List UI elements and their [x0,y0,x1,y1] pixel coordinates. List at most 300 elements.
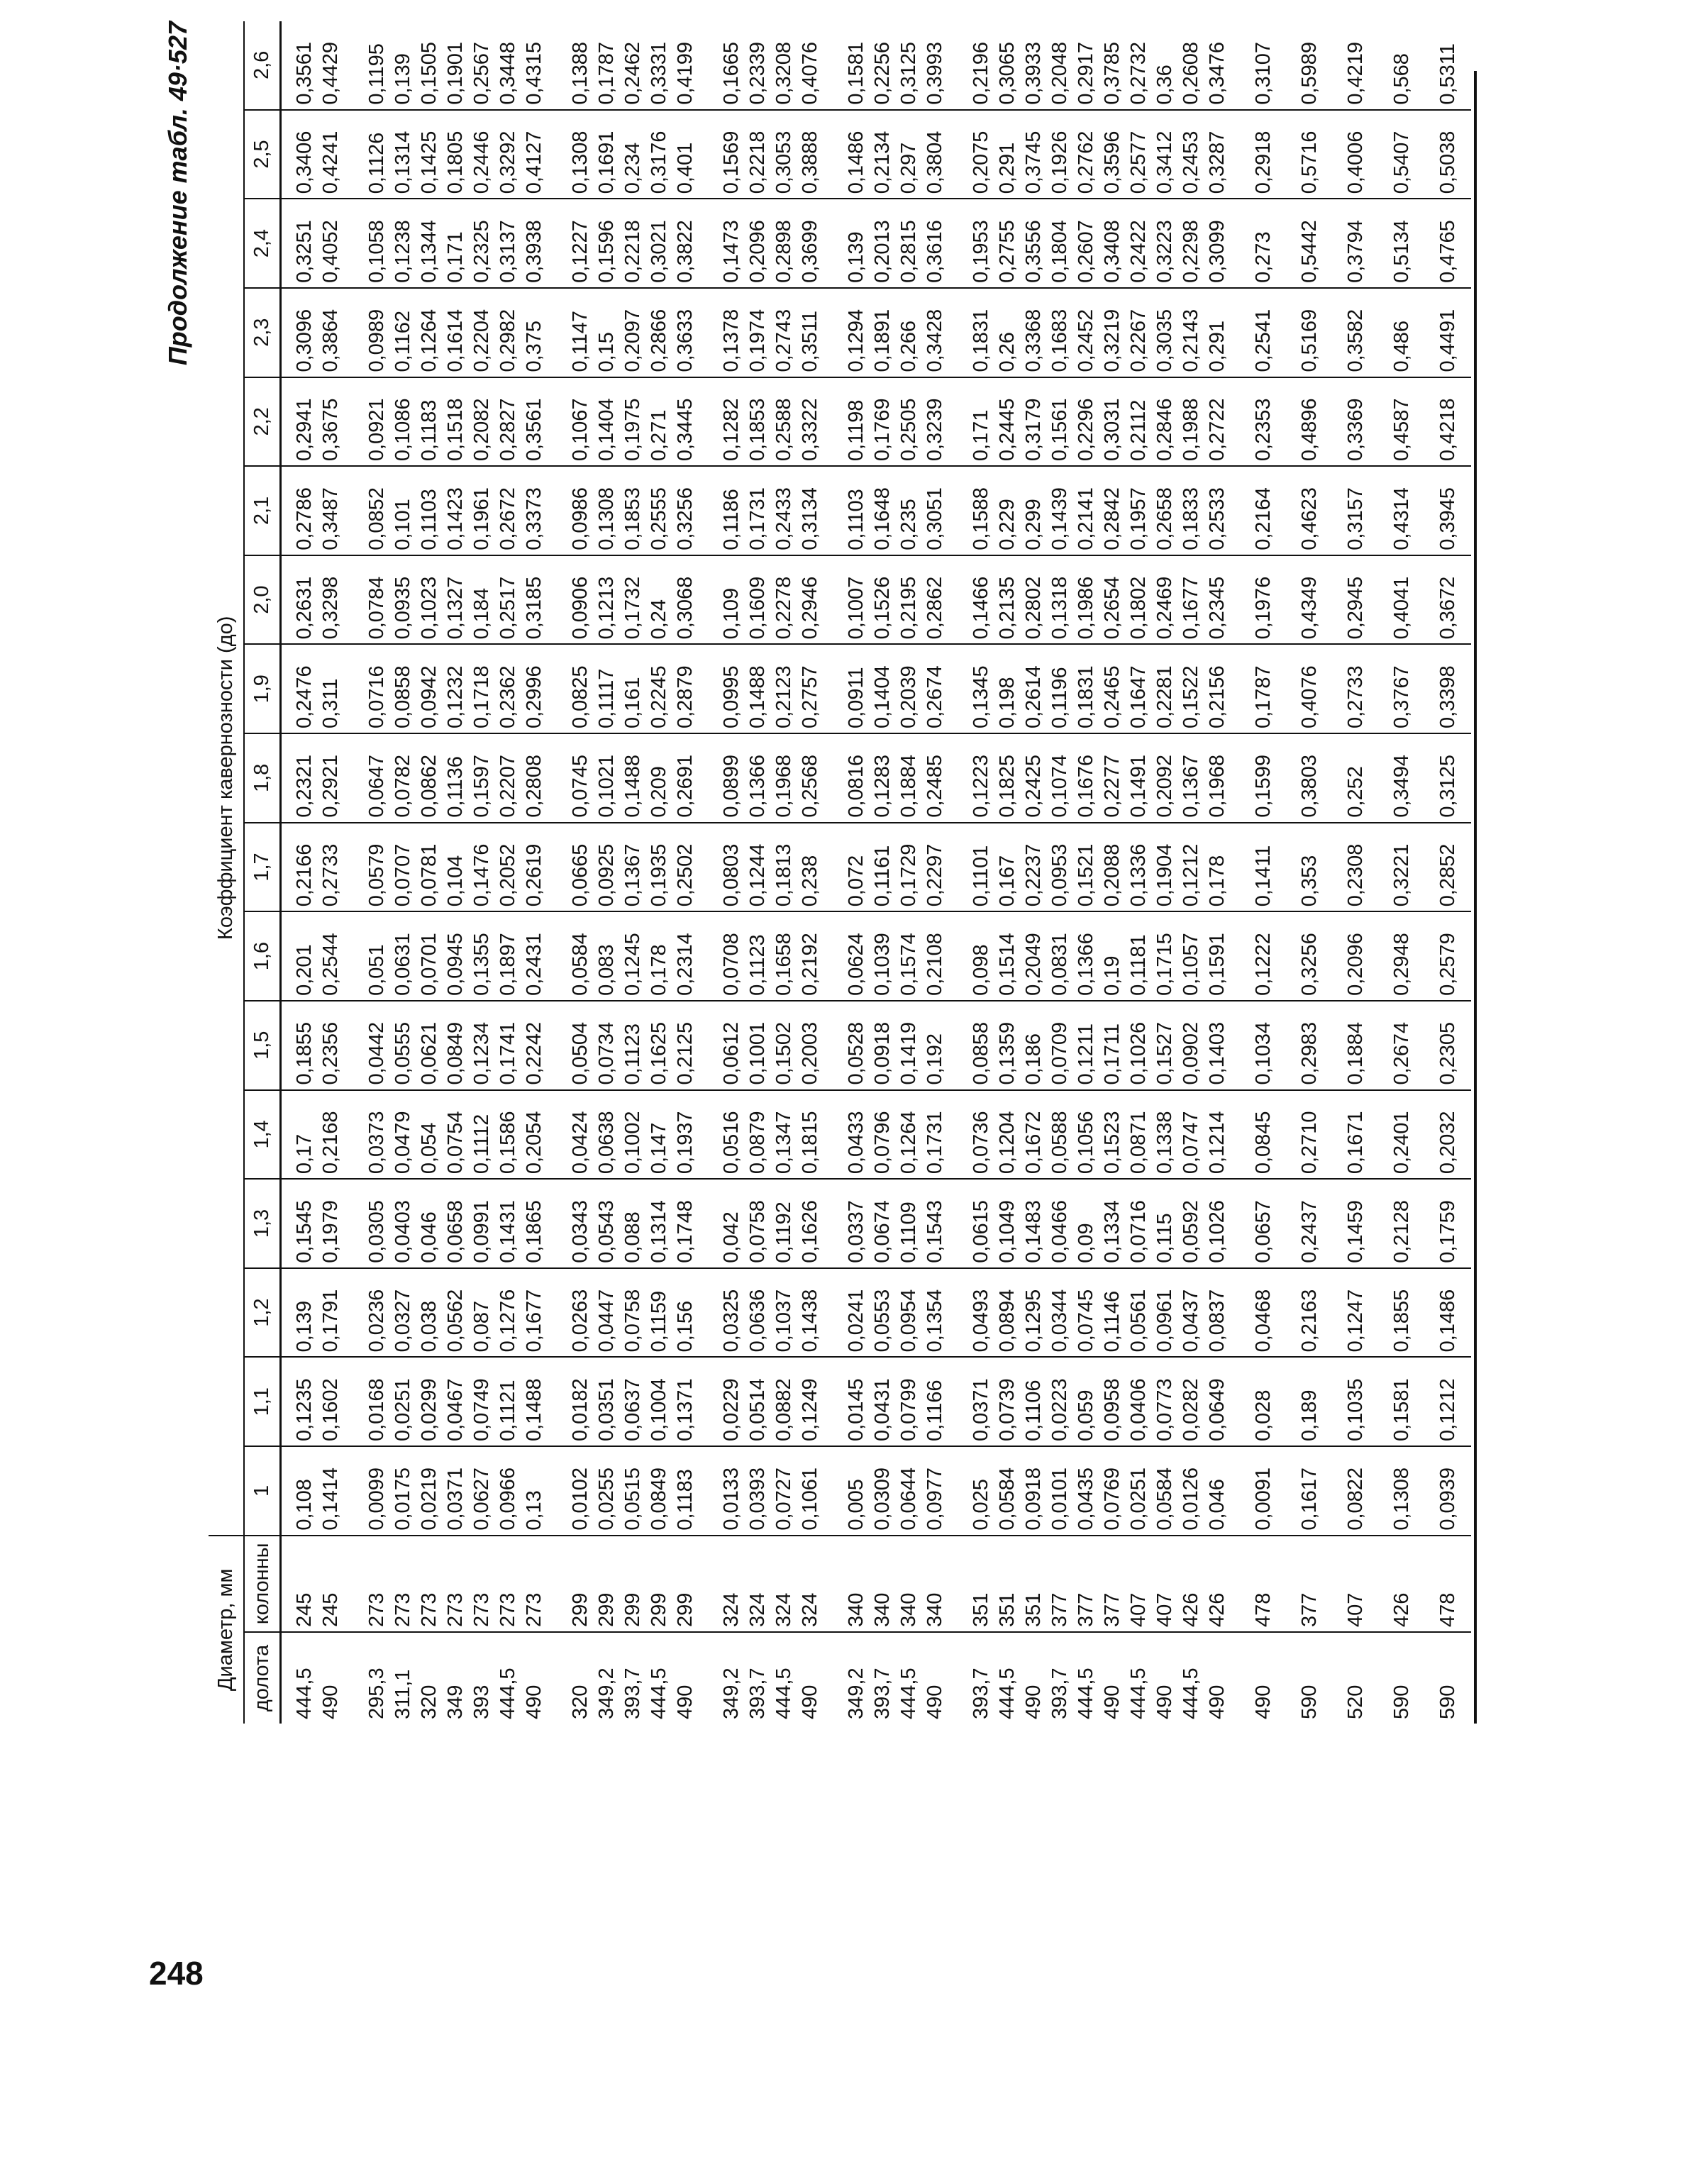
coef-value-cell [709,911,833,1001]
coef-value-cell [354,1090,558,1180]
cell-line: 0,171 [970,409,992,462]
cell-line: 0,2325 [470,220,493,283]
cell-line: 0,1625 [648,1021,670,1085]
cell-line: 0,2345 [1206,576,1229,640]
cell-line: 0,353 [1298,855,1321,907]
cell-line: 0,4127 [523,131,545,194]
cell-line: 0,0099 [365,1467,388,1531]
cell-line: 444,5 [897,1668,920,1719]
cell-line: 0,1683 [1048,309,1071,372]
cell-line: 0,1488 [621,754,644,818]
cell-line: 0,2757 [799,665,821,729]
cell-line: 0,5169 [1298,309,1321,372]
cell-line: 0,0145 [845,1378,867,1442]
cell-line: 0,2296 [1075,398,1097,462]
cell-line: 0,1126 [365,132,388,194]
cell-line: 0,1599 [1252,754,1275,818]
cell-line: 0,0543 [595,1200,618,1263]
cell-line: 0,1404 [871,665,894,729]
cell-line: 0,0921 [365,398,388,462]
cell-line: 0,046 [1206,1479,1229,1531]
cell-line: 0,291 [1206,320,1229,372]
cell-line: 0,1213 [595,576,618,640]
cell-line: 0,2143 [1180,309,1202,372]
coef-value-cell [1425,644,1471,733]
coef-value-cell [1333,1446,1379,1536]
coef-value-cell [1425,110,1471,199]
coef-value-cell [1425,911,1471,1001]
cell-line: 0,3888 [799,131,821,194]
cell-line: 0,0918 [871,1021,894,1085]
cell-line: 0,1596 [595,220,618,283]
cell-line: 0,2619 [523,843,545,907]
table-row [1379,21,1425,1724]
cell-line: 0,13 [523,1490,545,1531]
casing-diameter-cell [354,1536,558,1632]
cell-line: 0,2075 [970,131,992,194]
cell-line: 520 [1344,1685,1367,1719]
cell-line: 0,0343 [569,1200,592,1263]
cell-line: 0,1518 [444,398,467,462]
cell-line: 299 [674,1592,697,1628]
cell-line: 0,1212 [1180,843,1202,907]
cell-line: 0,3031 [1101,398,1124,462]
cell-line: 0,083 [595,944,618,996]
bit-diameter-cell [1333,1632,1379,1724]
cell-line: 0,2631 [293,576,316,640]
cell-line: 0,1805 [444,131,467,194]
cell-line: 0,0562 [444,1289,467,1353]
cell-line: 0,0902 [1180,1021,1202,1085]
cell-line: 0,0966 [497,1467,519,1531]
coef-value-cell [958,1001,1241,1090]
coef-column-header: 1,1 [244,1357,281,1446]
row-group [1287,21,1333,1724]
cell-line: 0,3368 [1022,309,1045,372]
cell-line: 0,4623 [1298,487,1321,550]
cell-line: 377 [1298,1592,1321,1628]
coef-value-cell [1333,823,1379,912]
cell-line: 0,2654 [1101,576,1124,640]
cell-line: 0,1423 [444,487,467,550]
cell-line: 0,1366 [1075,933,1097,996]
cell-line: 0,2192 [799,933,821,996]
cell-line: 0,1935 [648,843,670,907]
cell-line: 0,0658 [444,1200,467,1263]
cell-line: 0,156 [674,1300,697,1353]
cell-line: 0,2353 [1252,398,1275,462]
coef-value-cell [958,823,1241,912]
cell-line: 0,1103 [418,489,440,550]
cell-line: 0,0734 [595,1021,618,1085]
coef-value-cell [833,555,958,645]
cell-line: 0,109 [720,587,743,640]
cell-line: 377 [1075,1592,1097,1628]
cell-line: 0,186 [1022,1033,1045,1085]
cell-line: 0,1759 [1436,1200,1459,1263]
coef-value-cell [1287,21,1333,110]
cell-line: 0,252 [1344,766,1367,818]
cell-line: 0,1112 [470,1114,493,1175]
cell-line: 0,0942 [418,665,440,729]
cell-line: 0,0514 [746,1378,769,1442]
cell-line: 0,1166 [924,1380,946,1442]
coef-value-cell [833,1357,958,1446]
coef-value-cell [709,288,833,377]
cell-line: 295,3 [365,1668,388,1719]
coef-value-cell [281,823,355,912]
cell-line: 0,3208 [772,41,795,105]
cell-line: 0,0796 [871,1111,894,1175]
coef-value-cell [281,21,355,110]
cell-line: 0,271 [648,409,670,462]
cell-line: 0,1904 [1153,843,1176,907]
cell-line: 0,0727 [772,1467,795,1531]
cell-line: 0,0584 [996,1467,1019,1531]
cell-line: 0,1486 [845,131,867,194]
cell-line: 0,0644 [897,1467,920,1531]
cell-line: 0,2733 [1344,665,1367,729]
cell-line: 0,0467 [444,1378,467,1442]
cell-line: 0,2242 [523,1021,545,1085]
cell-line: 0,108 [293,1479,316,1531]
coef-value-cell [833,1268,958,1358]
coef-value-cell [958,1090,1241,1180]
coef-value-cell [1241,110,1287,199]
coef-value-cell [1287,377,1333,467]
coef-value-cell [833,466,958,555]
cell-line: 0,2314 [674,933,697,996]
cell-line: 0,0337 [845,1200,867,1263]
coef-value-cell [1287,823,1333,912]
cell-line: 0,1222 [1252,933,1275,996]
table-row [833,21,958,1724]
cell-line: 0,2691 [674,754,697,818]
cell-line: 0,0708 [720,933,743,996]
cell-line: 0,1021 [595,754,618,818]
cell-line: 0,3794 [1344,220,1367,283]
cell-line: 0,1483 [1022,1200,1045,1263]
cell-line: 0,2134 [871,131,894,194]
coef-value-cell [354,1268,558,1358]
coef-value-cell [558,21,709,110]
cell-line: 0,1855 [293,1021,316,1085]
cell-line: 0,0657 [1252,1200,1275,1263]
cell-line: 0,2003 [799,1021,821,1085]
cell-line: 273 [444,1592,467,1628]
cell-line: 0,3298 [319,576,342,640]
cell-line: 0,0584 [569,933,592,996]
cell-line: 0,1731 [924,1111,946,1175]
cell-line: 0,1212 [1436,1378,1459,1442]
cell-line: 0,4491 [1436,309,1459,372]
cell-line: 0,4052 [319,220,342,283]
coef-value-cell [1379,911,1425,1001]
cell-line: 0,0636 [746,1289,769,1353]
cell-line: 0,0621 [418,1021,440,1085]
cell-line: 0,2946 [799,576,821,640]
cell-line: 0,2948 [1390,933,1413,996]
coef-value-cell [1287,644,1333,733]
cell-line: 0,0561 [1127,1289,1150,1353]
casing-diameter-cell [281,1536,355,1632]
coef-value-cell [1379,1268,1425,1358]
coef-value-cell [1379,555,1425,645]
cell-line: 0,4041 [1390,576,1413,640]
coef-value-cell [833,110,958,199]
cell-line: 0,0351 [595,1378,618,1442]
cell-line: 0,1058 [365,220,388,283]
coef-value-cell [958,1179,1241,1268]
coef-value-cell [1333,199,1379,288]
coef-column-header: 2,6 [244,21,281,110]
cell-line: 245 [293,1592,316,1628]
cell-line: 0,2762 [1075,131,1097,194]
cell-line: 0,3511 [799,311,821,372]
cell-line: 0,1367 [1180,754,1202,818]
cell-line: 0,1968 [1206,754,1229,818]
cell-line: 0,1588 [970,487,992,550]
cell-line: 0,2579 [1436,933,1459,996]
cell-line: 490 [674,1685,697,1719]
cell-line: 0,1057 [1180,933,1202,996]
coef-value-cell [558,199,709,288]
cell-line: 0,1791 [319,1289,342,1353]
coef-value-cell [1425,733,1471,823]
cell-line: 0,0918 [1022,1467,1045,1531]
cell-line: 478 [1252,1592,1275,1628]
cell-line: 0,1526 [871,576,894,640]
cell-line: 0,4241 [319,131,342,194]
cell-line: 0,3864 [319,309,342,372]
cell-line: 0,0858 [392,665,414,729]
cell-line: 0,1004 [648,1378,670,1442]
cell-line: 0,3035 [1153,309,1176,372]
cell-line: 0,3221 [1390,843,1413,907]
cell-line: 0,2218 [746,131,769,194]
cell-line: 0,2088 [1101,843,1124,907]
coef-value-cell [281,377,355,467]
cell-line: 324 [772,1592,795,1628]
cell-line: 0,2786 [293,487,316,550]
cell-line: 0,0327 [392,1289,414,1353]
cell-line: 0,1597 [470,754,493,818]
cell-line: 0,5716 [1298,131,1321,194]
coef-column-header: 1 [244,1446,281,1536]
cell-line: 0,1691 [595,131,618,194]
casing-diameter-cell [1241,1536,1287,1632]
cell-line: 351 [970,1592,992,1628]
cell-line: 0,0674 [871,1200,894,1263]
cell-line: 0,1192 [772,1202,795,1263]
cell-line: 0,3125 [1436,754,1459,818]
cell-line: 0,0373 [365,1111,388,1175]
cell-line: 0,1957 [1127,487,1150,550]
coef-value-cell [958,288,1241,377]
cell-line: 0,088 [621,1211,644,1263]
cell-line: 0,0515 [621,1467,644,1531]
coef-value-cell [354,199,558,288]
cell-line: 0,0716 [1127,1200,1150,1263]
cell-line: 0,3945 [1436,487,1459,550]
cell-line: 426 [1180,1592,1202,1628]
cell-line: 0,0219 [418,1467,440,1531]
cell-line: 0,1117 [595,668,618,729]
cell-line: 0,1648 [871,487,894,550]
cell-line: 0,3021 [648,220,670,283]
cell-line: 0,051 [365,944,388,996]
cell-line: 0,0858 [970,1021,992,1085]
coef-value-cell [1241,377,1287,467]
coef-column-header: 1,3 [244,1179,281,1268]
cell-line: 0,1367 [621,843,644,907]
cell-line: 0,3068 [674,576,697,640]
cell-line: 0,189 [1298,1389,1321,1442]
coef-value-cell [833,733,958,823]
coef-value-cell [833,21,958,110]
coef-column-header: 2,4 [244,199,281,288]
cell-line: 0,0433 [845,1111,867,1175]
cell-line: 0,1813 [772,843,795,907]
cell-line: 0,3675 [319,398,342,462]
cell-line: 0,2156 [1206,665,1229,729]
bit-diameter-cell [709,1632,833,1724]
coef-value-cell [1287,1090,1333,1180]
coef-value-cell [958,555,1241,645]
cell-line: 0,1617 [1298,1467,1321,1531]
cell-line: 0,0882 [772,1378,795,1442]
cell-line: 0,2446 [470,131,493,194]
coef-value-cell [281,110,355,199]
coef-value-cell [281,911,355,1001]
coef-value-cell [958,911,1241,1001]
cell-line: 0,1034 [1252,1021,1275,1085]
cell-line: 0,1238 [392,220,414,283]
cell-line: 0,2321 [293,754,316,818]
cell-line: 0,5407 [1390,131,1413,194]
coef-value-cell [281,1268,355,1358]
cell-line: 0,2108 [924,933,946,996]
casing-diameter-cell [1425,1536,1471,1632]
cell-line: 0,1411 [1252,845,1275,907]
cell-line: 349,2 [720,1668,743,1719]
cell-line: 444,5 [648,1668,670,1719]
coef-value-cell [833,199,958,288]
cell-line: 0,3256 [674,487,697,550]
coef-column-header: 2,2 [244,377,281,467]
coef-value-cell [709,1179,833,1268]
coef-value-cell [1287,288,1333,377]
cell-line: 0,0954 [897,1289,920,1353]
coef-value-cell [1241,21,1287,110]
cell-line: 0,0309 [871,1467,894,1531]
cell-line: 0,4076 [799,41,821,105]
cell-line: 0,3373 [523,487,545,550]
cell-line: 0,2567 [470,41,493,105]
cell-line: 0,3256 [1298,933,1321,996]
cell-line: 0,2433 [772,487,795,550]
cell-line: 0,0615 [970,1200,992,1263]
cell-line: 490 [1022,1685,1045,1719]
cell-line: 0,104 [444,855,467,907]
coef-value-cell [1241,1001,1287,1090]
coef-value-cell [354,1446,558,1536]
cell-line: 0,1741 [497,1021,519,1085]
cell-line: 0,4896 [1298,398,1321,462]
coef-value-cell [1287,1179,1333,1268]
cell-line: 0,2125 [674,1021,697,1085]
cell-line: 0,0588 [1048,1111,1071,1175]
cell-line: 0,0126 [1180,1467,1202,1531]
cell-line: 0,1486 [1436,1289,1459,1353]
cell-line: 444,5 [497,1668,519,1719]
coef-column-header: 1,8 [244,733,281,823]
coef-value-cell [833,823,958,912]
coef-value-cell [1425,1179,1471,1268]
cell-line: 0,3596 [1101,131,1124,194]
cell-line: 0,1586 [497,1111,519,1175]
cell-line: 0,1318 [1048,576,1071,640]
cell-line: 0,1204 [996,1111,1019,1175]
cell-line: 0,2445 [996,398,1019,462]
cell-line: 0,1438 [799,1289,821,1353]
cell-line: 0,2808 [523,754,545,818]
cell-line: 0,1671 [1344,1111,1367,1175]
cell-line: 0,2983 [1298,1021,1321,1085]
cell-line: 0,1926 [1048,131,1071,194]
cell-line: 0,2921 [319,754,342,818]
cell-line: 273 [470,1592,493,1628]
cell-line: 0,2267 [1127,309,1150,372]
cell-line: 0,2743 [772,309,795,372]
cell-line: 0,1002 [621,1111,644,1175]
cell-line: 0,1308 [595,487,618,550]
cell-line: 0,234 [621,142,644,194]
cell-line: 0,2502 [674,843,697,907]
cell-line: 0,1244 [746,843,769,907]
cell-line: 0,0371 [444,1467,467,1531]
cell-line: 0,115 [1153,1213,1176,1263]
coef-value-cell [1287,199,1333,288]
coef-value-cell [958,644,1241,733]
coef-value-cell [354,1357,558,1446]
coef-value-cell [558,733,709,823]
coef-value-cell [558,1268,709,1358]
cell-line: 0,0102 [569,1467,592,1531]
cell-line: 0,1502 [772,1021,795,1085]
coef-column-header: 1,7 [244,823,281,912]
cell-line: 0,4429 [319,41,342,105]
cell-line: 0,568 [1390,53,1413,105]
coef-value-cell [709,377,833,467]
cell-line: 0,3051 [924,487,946,550]
cell-line: 0,025 [970,1479,992,1531]
coef-value-cell [558,377,709,467]
coef-value-cell [958,466,1241,555]
cell-line: 0,1815 [799,1111,821,1175]
coef-value-cell [1379,823,1425,912]
coef-value-cell [1333,1268,1379,1358]
cell-line: 0,2112 [1127,399,1150,462]
cell-line: 273 [523,1592,545,1628]
coef-value-cell [281,555,355,645]
cell-line: 490 [523,1685,545,1719]
cell-line: 0,1103 [845,489,867,550]
cell-line: 0,1283 [871,754,894,818]
cell-line: 0,2541 [1252,309,1275,372]
cell-line: 340 [845,1592,867,1628]
cell-line: 0,0255 [595,1467,618,1531]
